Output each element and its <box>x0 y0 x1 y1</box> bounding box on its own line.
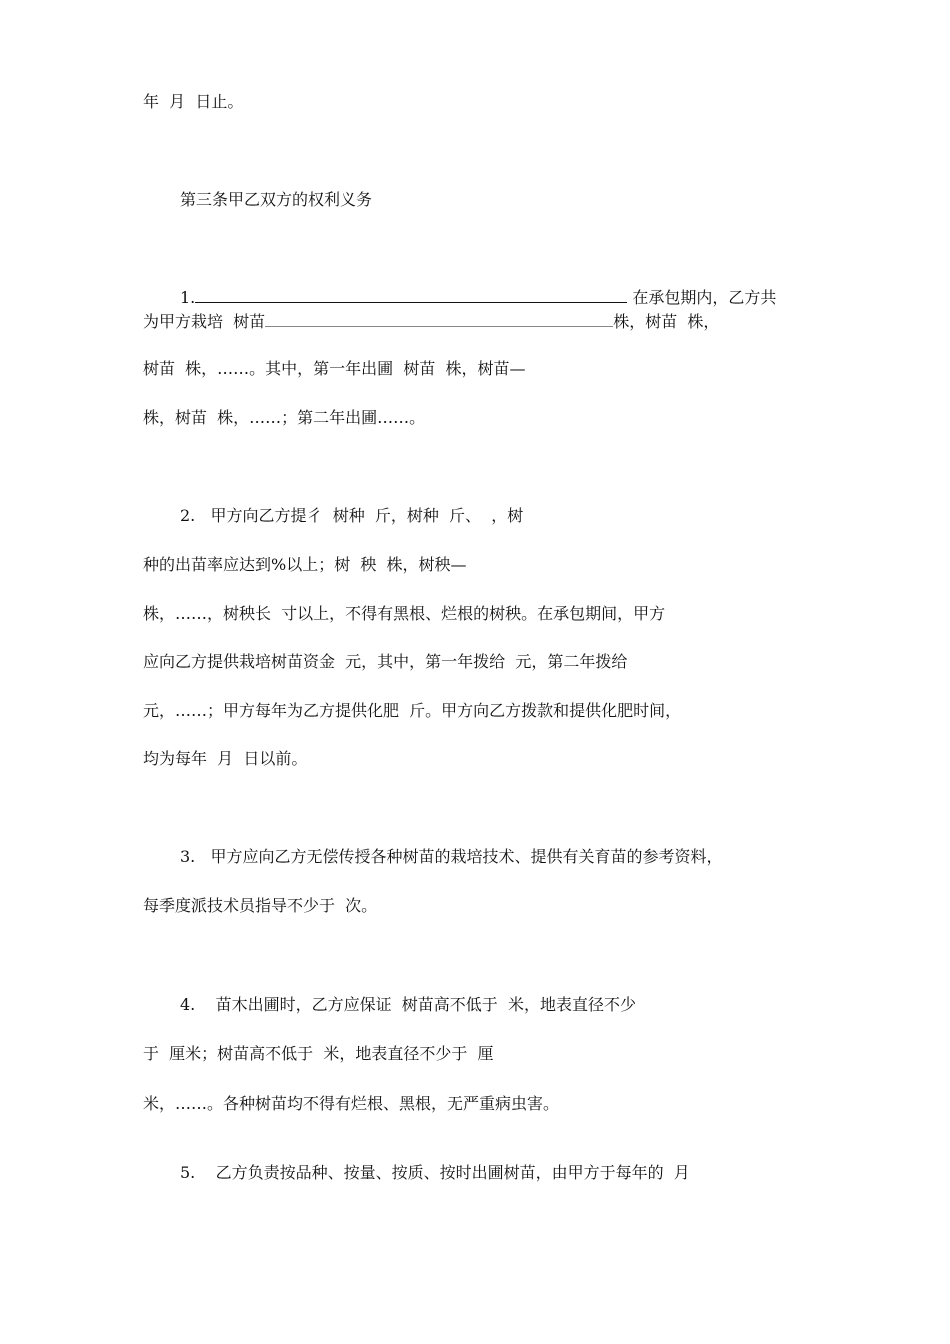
item1-line2 <box>143 312 719 332</box>
item2-line4: 应向乙方提供栽培树苗资金 元，其中，第一年拨给 元，第二年拨给 <box>143 652 628 671</box>
fill-blank <box>265 312 613 327</box>
item1-line2-start: 为甲方栽培 树苗 <box>143 312 266 331</box>
item1-number: 1. <box>180 288 196 307</box>
item3-line2: 每季度派技术员指导不少于 次。 <box>143 896 378 915</box>
fill-blank <box>195 288 627 303</box>
item4-line2: 于 厘米；树苗高不低于 米，地表直径不少于 厘 <box>143 1044 494 1063</box>
item4-line3: 米，……。各种树苗均不得有烂根、黑根，无严重病虫害。 <box>143 1094 560 1113</box>
item1-line4: 株，树苗 株，……；第二年出圃……。 <box>143 408 426 427</box>
article3-heading: 第三条甲乙双方的权利义务 <box>180 190 373 209</box>
item2-line2: 种的出苗率应达到%以上；树 秧 株，树秧— <box>143 555 467 574</box>
item5-line1: 5. 乙方负责按品种、按量、按质、按时出圃树苗，由甲方于每年的 月 <box>180 1163 690 1182</box>
item2-line3: 株，……，树秧长 寸以上，不得有黑根、烂根的树秧。在承包期间，甲方 <box>143 604 666 623</box>
item2-line1: 2. 甲方向乙方提彳 树种 斤，树种 斤、 ，树 <box>180 506 524 525</box>
item4-line1: 4. 苗木出圃时，乙方应保证 树苗高不低于 米，地表直径不少 <box>180 995 636 1014</box>
item1-line1 <box>180 288 776 308</box>
item2-line5: 元，……；甲方每年为乙方提供化肥 斤。甲方向乙方拨款和提供化肥时间， <box>143 701 682 720</box>
item2-line6: 均为每年 月 日以前。 <box>143 749 308 768</box>
item1-line2-end: 株，树苗 株， <box>613 312 720 331</box>
item3-line1: 3. 甲方应向乙方无偿传授各种树苗的栽培技术、提供有关育苗的参考资料， <box>180 847 723 866</box>
item1-line3: 树苗 株，……。其中，第一年出圃 树苗 株，树苗— <box>143 359 526 378</box>
end-of-term-line: 年 月 日止。 <box>143 92 244 111</box>
item1-line1-text: 在承包期内，乙方共 <box>627 288 777 307</box>
